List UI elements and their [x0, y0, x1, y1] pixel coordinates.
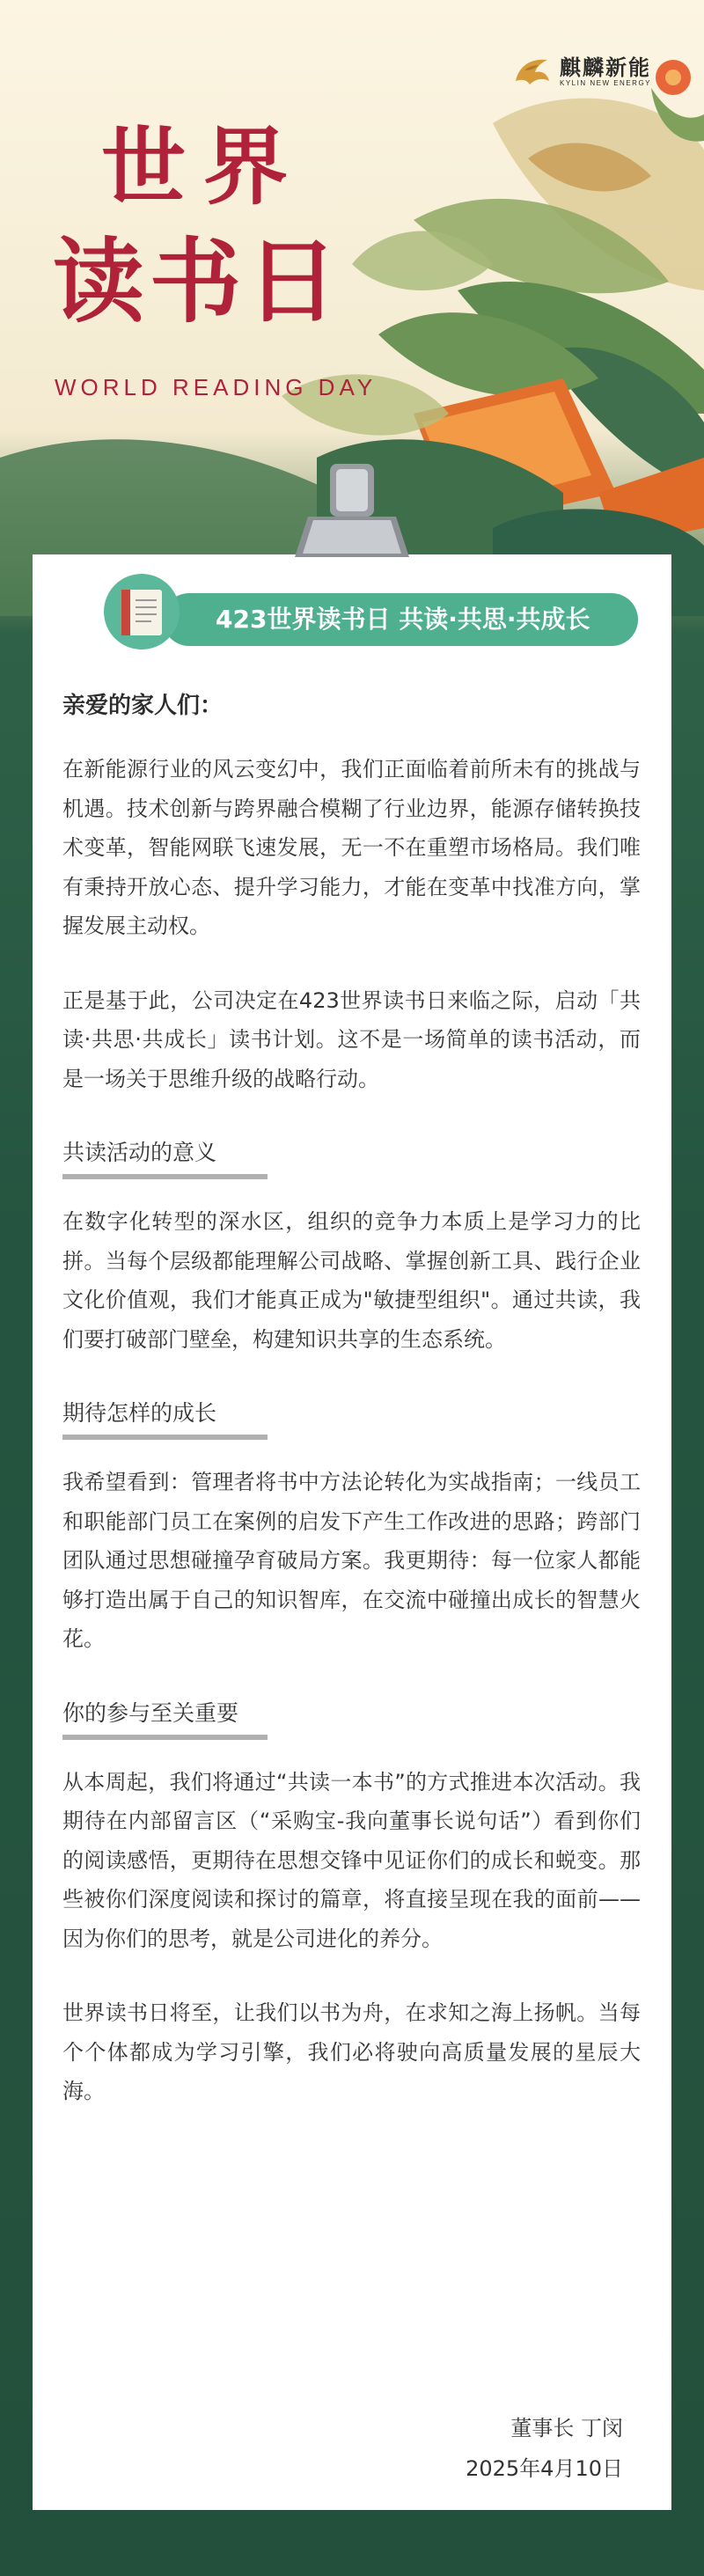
- paragraph: 我希望看到：管理者将书中方法论转化为实战指南；一线员工和职能部门员工在案例的启发下产生工作改进的思路；跨部门团队通过思想碰撞孕育破局方案。我更期待：每一位家人都能够打造出属于自己的知识智库，在交流中碰撞出成长的智慧火花。: [62, 1470, 641, 1651]
- section-title: 共读活动的意义: [62, 1140, 217, 1165]
- title-line-1: 世界: [101, 118, 305, 217]
- logo-name-en: KYLIN NEW ENERGY: [559, 78, 651, 87]
- salutation: 亲爱的家人们：: [62, 693, 224, 719]
- section-heading: [62, 1394, 641, 1440]
- section-heading: [62, 1694, 641, 1740]
- signature-block: [466, 2408, 623, 2489]
- event-banner: [163, 593, 638, 646]
- logo-name-cn: 麒麟新能: [559, 55, 651, 80]
- binder-clip-icon: [264, 462, 440, 559]
- section-underline: [62, 1174, 268, 1179]
- paragraph: 从本周起，我们将通过“共读一本书”的方式推进本次活动。我期待在内部留言区（“采购宝-我向董事长说句话”）看到你们的阅读感悟，更期待在思想交锋中见证你们的成长和蜕变。那些被你们深度阅读和探讨的篇章，将直接呈现在我的面前——因为你们的思考，就是公司进化的养分。: [62, 1769, 641, 1951]
- title-english: WORLD READING DAY: [55, 374, 378, 400]
- section-underline: [62, 1435, 268, 1440]
- paragraph: 在新能源行业的风云变幻中，我们正面临着前所未有的挑战与机遇。技术创新与跨界融合模糊了行业边界，能源存储转换技术变革，智能网联飞速发展，无一不在重塑市场格局。我们唯有秉持开放心态、提升学习能力，才能在变革中找准方向，掌握发展主动权。: [62, 757, 641, 938]
- section-underline: [62, 1735, 268, 1740]
- section-title: 期待怎样的成长: [62, 1400, 217, 1426]
- title-line-2: 读书日: [53, 228, 344, 335]
- company-logo: [512, 55, 651, 88]
- paragraph: 世界读书日将至，让我们以书为舟，在求知之海上扬帆。当每个个体都成为学习引擎，我们必将驶向高质量发展的星辰大海。: [62, 2000, 641, 2103]
- book-icon: [104, 574, 180, 650]
- letter-date: 2025年4月10日: [466, 2456, 623, 2481]
- banner-text: 423世界读书日 共读·共思·共成长: [216, 605, 590, 634]
- kylin-logo-icon: [512, 55, 553, 88]
- section-title: 你的参与至关重要: [62, 1699, 239, 1726]
- paragraph: 在数字化转型的深水区，组织的竞争力本质上是学习力的比拼。当每个层级都能理解公司战略、掌握创新工具、践行企业文化价值观，我们才能真正成为"敏捷型组织"。通过共读，我们要打破部门壁垒，构建知识共享的生态系统。: [62, 1209, 641, 1352]
- section-heading: [62, 1134, 641, 1179]
- letter-body: [62, 686, 641, 2147]
- paragraph: 正是基于此，公司决定在423世界读书日来临之际，启动「共读·共思·共成长」读书计划。这不是一场简单的读书活动，而是一场关于思维升级的战略行动。: [62, 987, 641, 1091]
- signature: 董事长 丁闵: [510, 2416, 623, 2440]
